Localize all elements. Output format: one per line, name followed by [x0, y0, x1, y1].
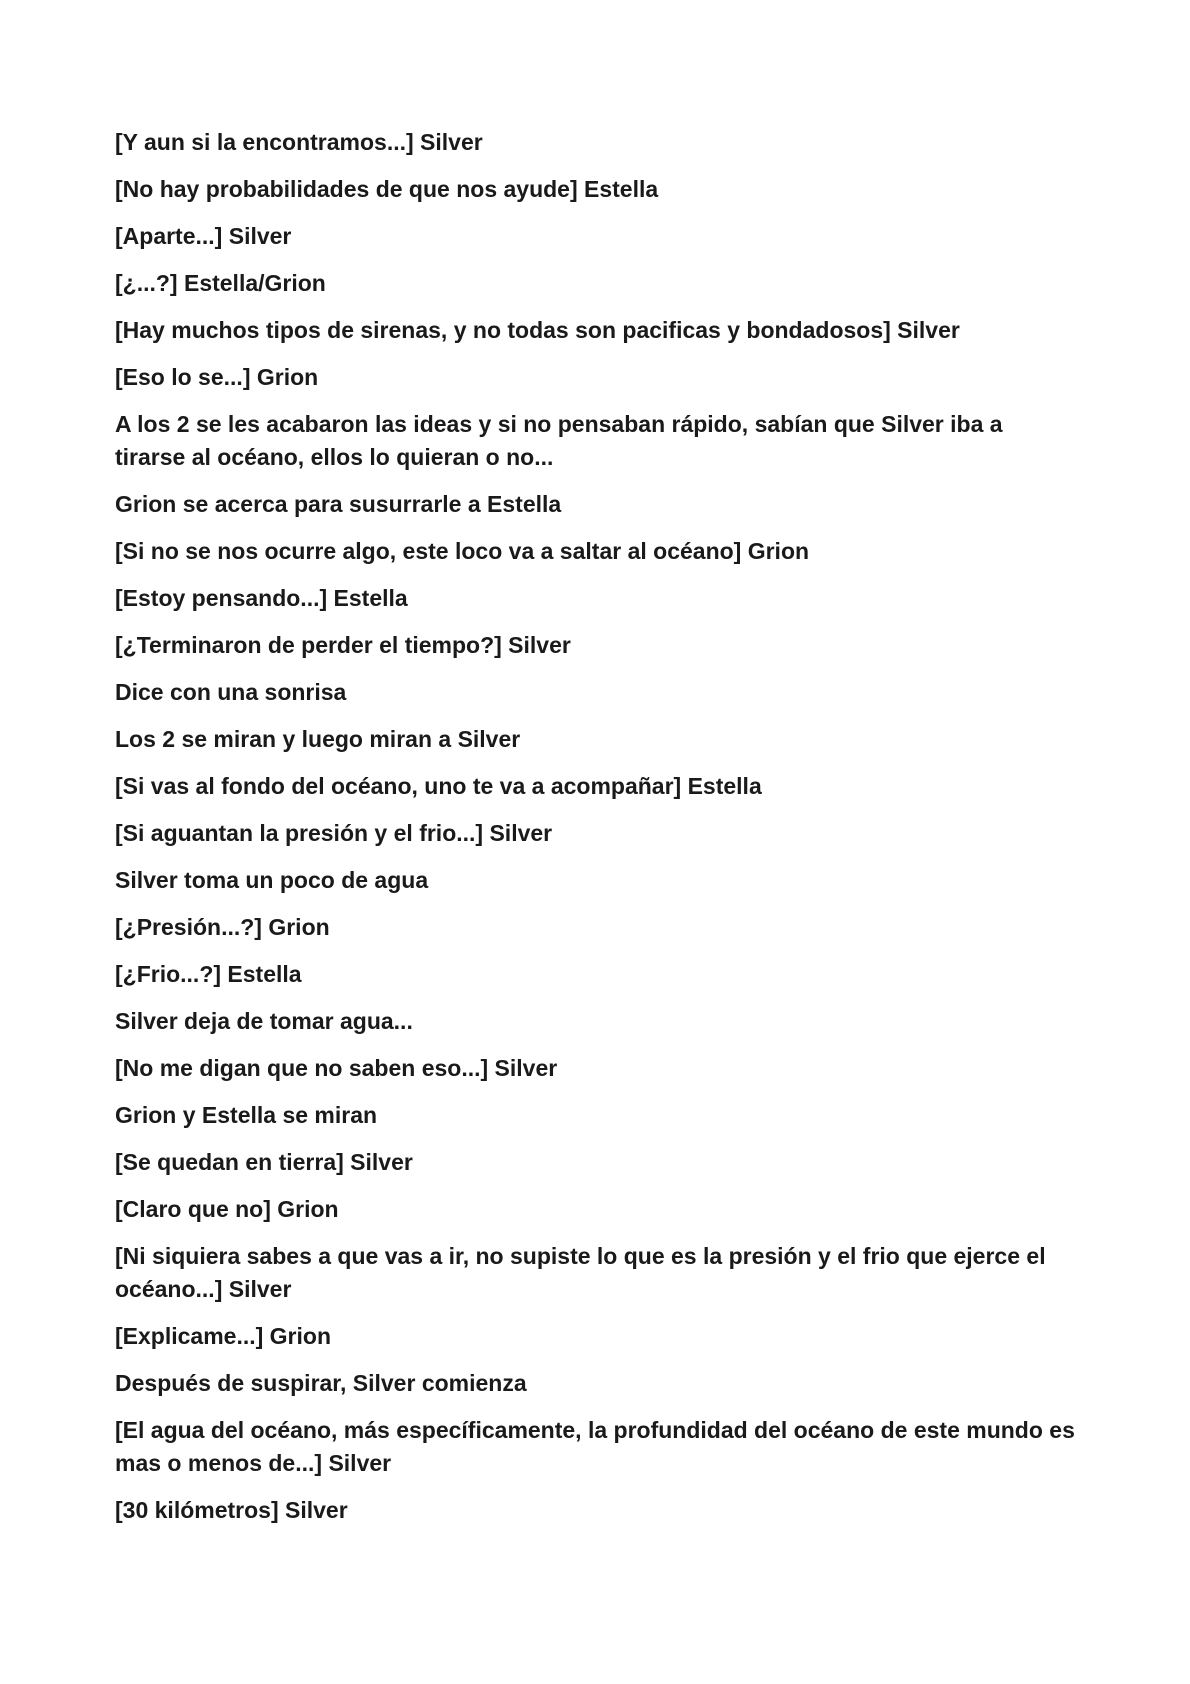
paragraph: [¿Frio...?] Estella [115, 961, 302, 987]
paragraph: Grion y Estella se miran [115, 1102, 378, 1128]
paragraph: [Se quedan en tierra] Silver [115, 1149, 413, 1175]
paragraph: [Estoy pensando...] Estella [115, 585, 408, 611]
paragraph: [Eso lo se...] Grion [115, 364, 319, 390]
paragraph: [No me digan que no saben eso...] Silver [115, 1055, 558, 1081]
paragraph: [El agua del océano, más específicamente, la profundidad del océano de este mundo es mas o menos de...] Silver [115, 1417, 1075, 1476]
paragraph: [Si no se nos ocurre algo, este loco va a saltar al océano] Grion [115, 538, 810, 564]
paragraph: [Si aguantan la presión y el frio...] Silver [115, 820, 553, 846]
paragraph: Los 2 se miran y luego miran a Silver [115, 726, 521, 752]
paragraph: [Ni siquiera sabes a que vas a ir, no supiste lo que es la presión y el frio que ejerce el océano...] Silver [115, 1243, 1046, 1302]
paragraph: [Aparte...] Silver [115, 223, 292, 249]
paragraph: Dice con una sonrisa [115, 679, 347, 705]
paragraph: Después de suspirar, Silver comienza [115, 1370, 527, 1396]
paragraph: Silver toma un poco de agua [115, 867, 429, 893]
paragraph: [30 kilómetros] Silver [115, 1497, 348, 1523]
document-body [115, 126, 1075, 1541]
paragraph: [¿...?] Estella/Grion [115, 270, 326, 296]
paragraph: [Explicame...] Grion [115, 1323, 331, 1349]
paragraph: [¿Terminaron de perder el tiempo?] Silver [115, 632, 571, 658]
paragraph: [Claro que no] Grion [115, 1196, 339, 1222]
paragraph: [No hay probabilidades de que nos ayude] Estella [115, 176, 659, 202]
paragraph: Silver deja de tomar agua... [115, 1008, 413, 1034]
paragraph: [Si vas al fondo del océano, uno te va a acompañar] Estella [115, 773, 762, 799]
paragraph: [Hay muchos tipos de sirenas, y no todas son pacificas y bondadosos] Silver [115, 317, 960, 343]
paragraph: [¿Presión...?] Grion [115, 914, 330, 940]
paragraph: [Y aun si la encontramos...] Silver [115, 129, 483, 155]
paragraph: A los 2 se les acabaron las ideas y si no pensaban rápido, sabían que Silver iba a tirarse al océano, ellos lo quieran o no... [115, 411, 1003, 470]
paragraph: Grion se acerca para susurrarle a Estella [115, 491, 562, 517]
